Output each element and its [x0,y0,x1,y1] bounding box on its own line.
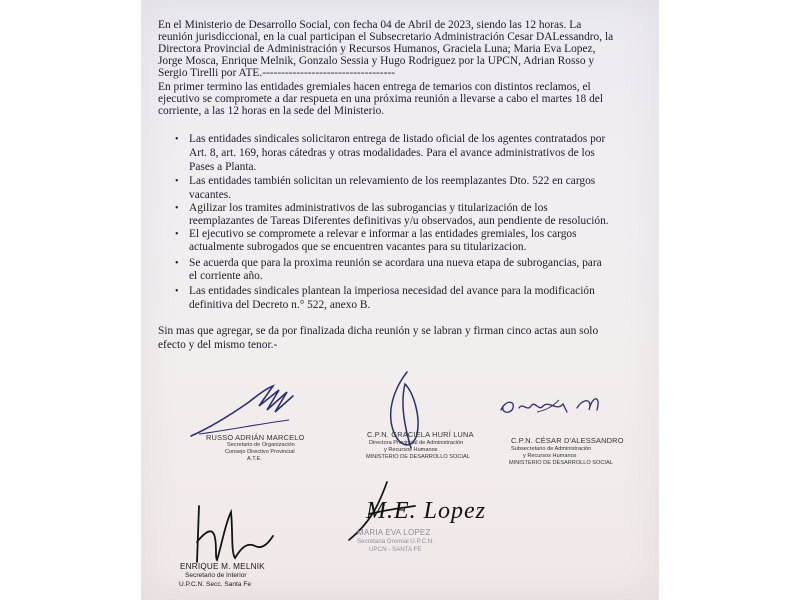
bullet-line: Se acuerda que para la proxima reunión se acordara una nueva etapa de subrogancias, para [189,257,602,269]
intro-line: Sergio Tirelli por ATE.----------------------------------- [158,67,395,79]
bullet-icon: • [175,134,179,145]
closing-line: Sin mas que agregar, se da por finalizada dicha reunión y se labran y firman cinco actas aun solo [158,325,599,337]
scanned-document-page [141,0,659,600]
signer-title: Directora Provincial de Administración [369,440,464,446]
bullet-line: Las entidades sindicales solicitaron entrega de listado oficial de los agentes contratados por [189,133,606,145]
signer-title: Secretario de Organización [227,442,295,448]
bullet-line: actualmente subrogados que se encuentren vacantes para su titularizacion. [189,241,527,253]
signer-title: MINISTERIO DE DESARROLLO SOCIAL [366,454,470,460]
signature-scrawl-rosso [189,380,299,440]
signer-title: MINISTERIO DE DESARROLLO SOCIAL [509,460,613,466]
bullet-line: El ejecutivo se compromete a relevar e informar a las entidades gremiales, los cargos [189,228,577,240]
bullet-line: el corriente año. [189,270,263,282]
bullet-line: Las entidades sindicales plantean la imperiosa necesidad del avance para la modificación [189,285,595,297]
bullet-line: vacantes. [189,189,232,201]
intro-line: ejecutivo se compromete a dar respueta en una próxima reunión a llevarse a cabo el martes 18 del [158,93,603,105]
signer-name: C.P.N. GRACIELA HURÍ LUNA [367,430,474,439]
intro-line: En primer termino las entidades gremiales hacen entrega de temarios con distintos reclamos, el [158,81,591,93]
bullet-icon: • [175,176,179,187]
signer-title: UPCN - SANTA FE [369,546,422,553]
signature-scrawl-melnik [185,502,285,566]
signer-title: A.T.E. [247,456,262,462]
bullet-icon: • [175,286,179,297]
bullet-icon: • [175,203,179,214]
signer-title: Subsecretario de Administración [511,446,592,452]
bullet-line: Agilizar los tramites administrativos de las subrogancias y titularización de los [189,202,548,214]
signer-name: RUSSO ADRIÁN MARCELO [206,433,305,442]
signer-name: ENRIQUE M. MELNIK [180,562,265,571]
intro-line: corriente, a las 12 horas en la sede del Ministerio. [158,105,385,117]
handwritten-signature-lopez: M.E. Lopez [366,498,486,524]
intro-line: reunión jurisdiccional, en la cual participan el Subsecretario Administración Cesar DALessandro, la [158,31,614,43]
signature-scrawl-dalessandro [497,390,617,420]
bullet-line: Pases a Planta. [189,161,257,173]
signer-title: Secretaria Gremial U.P.C.N. [357,538,434,545]
signer-title: y Recursos Humanos [384,447,438,453]
bullet-line: Las entidades también solicitan un relevamiento de los reemplazantes Dto. 522 en cargos [189,175,596,187]
bullet-icon: • [175,229,179,240]
bullet-icon: • [175,258,179,269]
signer-name: C.P.N. CÉSAR D'ALESSANDRO [511,436,624,445]
bullet-line: reemplazantes de Tareas Diferentes definitivas y/u observados, aun pendiente de resolución. [189,215,609,227]
signer-title: U.P.C.N. Secc. Santa Fe [179,581,252,588]
signer-name: MARIA EVA LOPEZ [357,528,431,537]
intro-line: Directora Provincial de Administración y Recursos Humanos, Graciela Luna; Maria Eva Lopez, [158,43,596,55]
closing-line: efecto y del mismo tenor.- [158,339,278,351]
bullet-line: Art. 8, art. 169, horas cátedras y otras modalidades. Para el avance administrativos de los [189,147,595,159]
signer-title: Secretario de Interior [185,572,247,579]
intro-line: Jorge Mosca, Enrique Melnik, Gonzalo Sessia y Hugo Rodriguez por la UPCN, Adrian Rosso y [158,55,595,67]
intro-line: En el Ministerio de Desarrollo Social, con fecha 04 de Abril de 2023, siendo las 12 horas. La [158,19,582,31]
signer-title: Consejo Directivo Provincial [225,449,295,455]
signer-title: y Recursos Humanos [523,453,577,459]
bullet-line: definitiva del Decreto n.° 522, anexo B. [189,299,371,311]
